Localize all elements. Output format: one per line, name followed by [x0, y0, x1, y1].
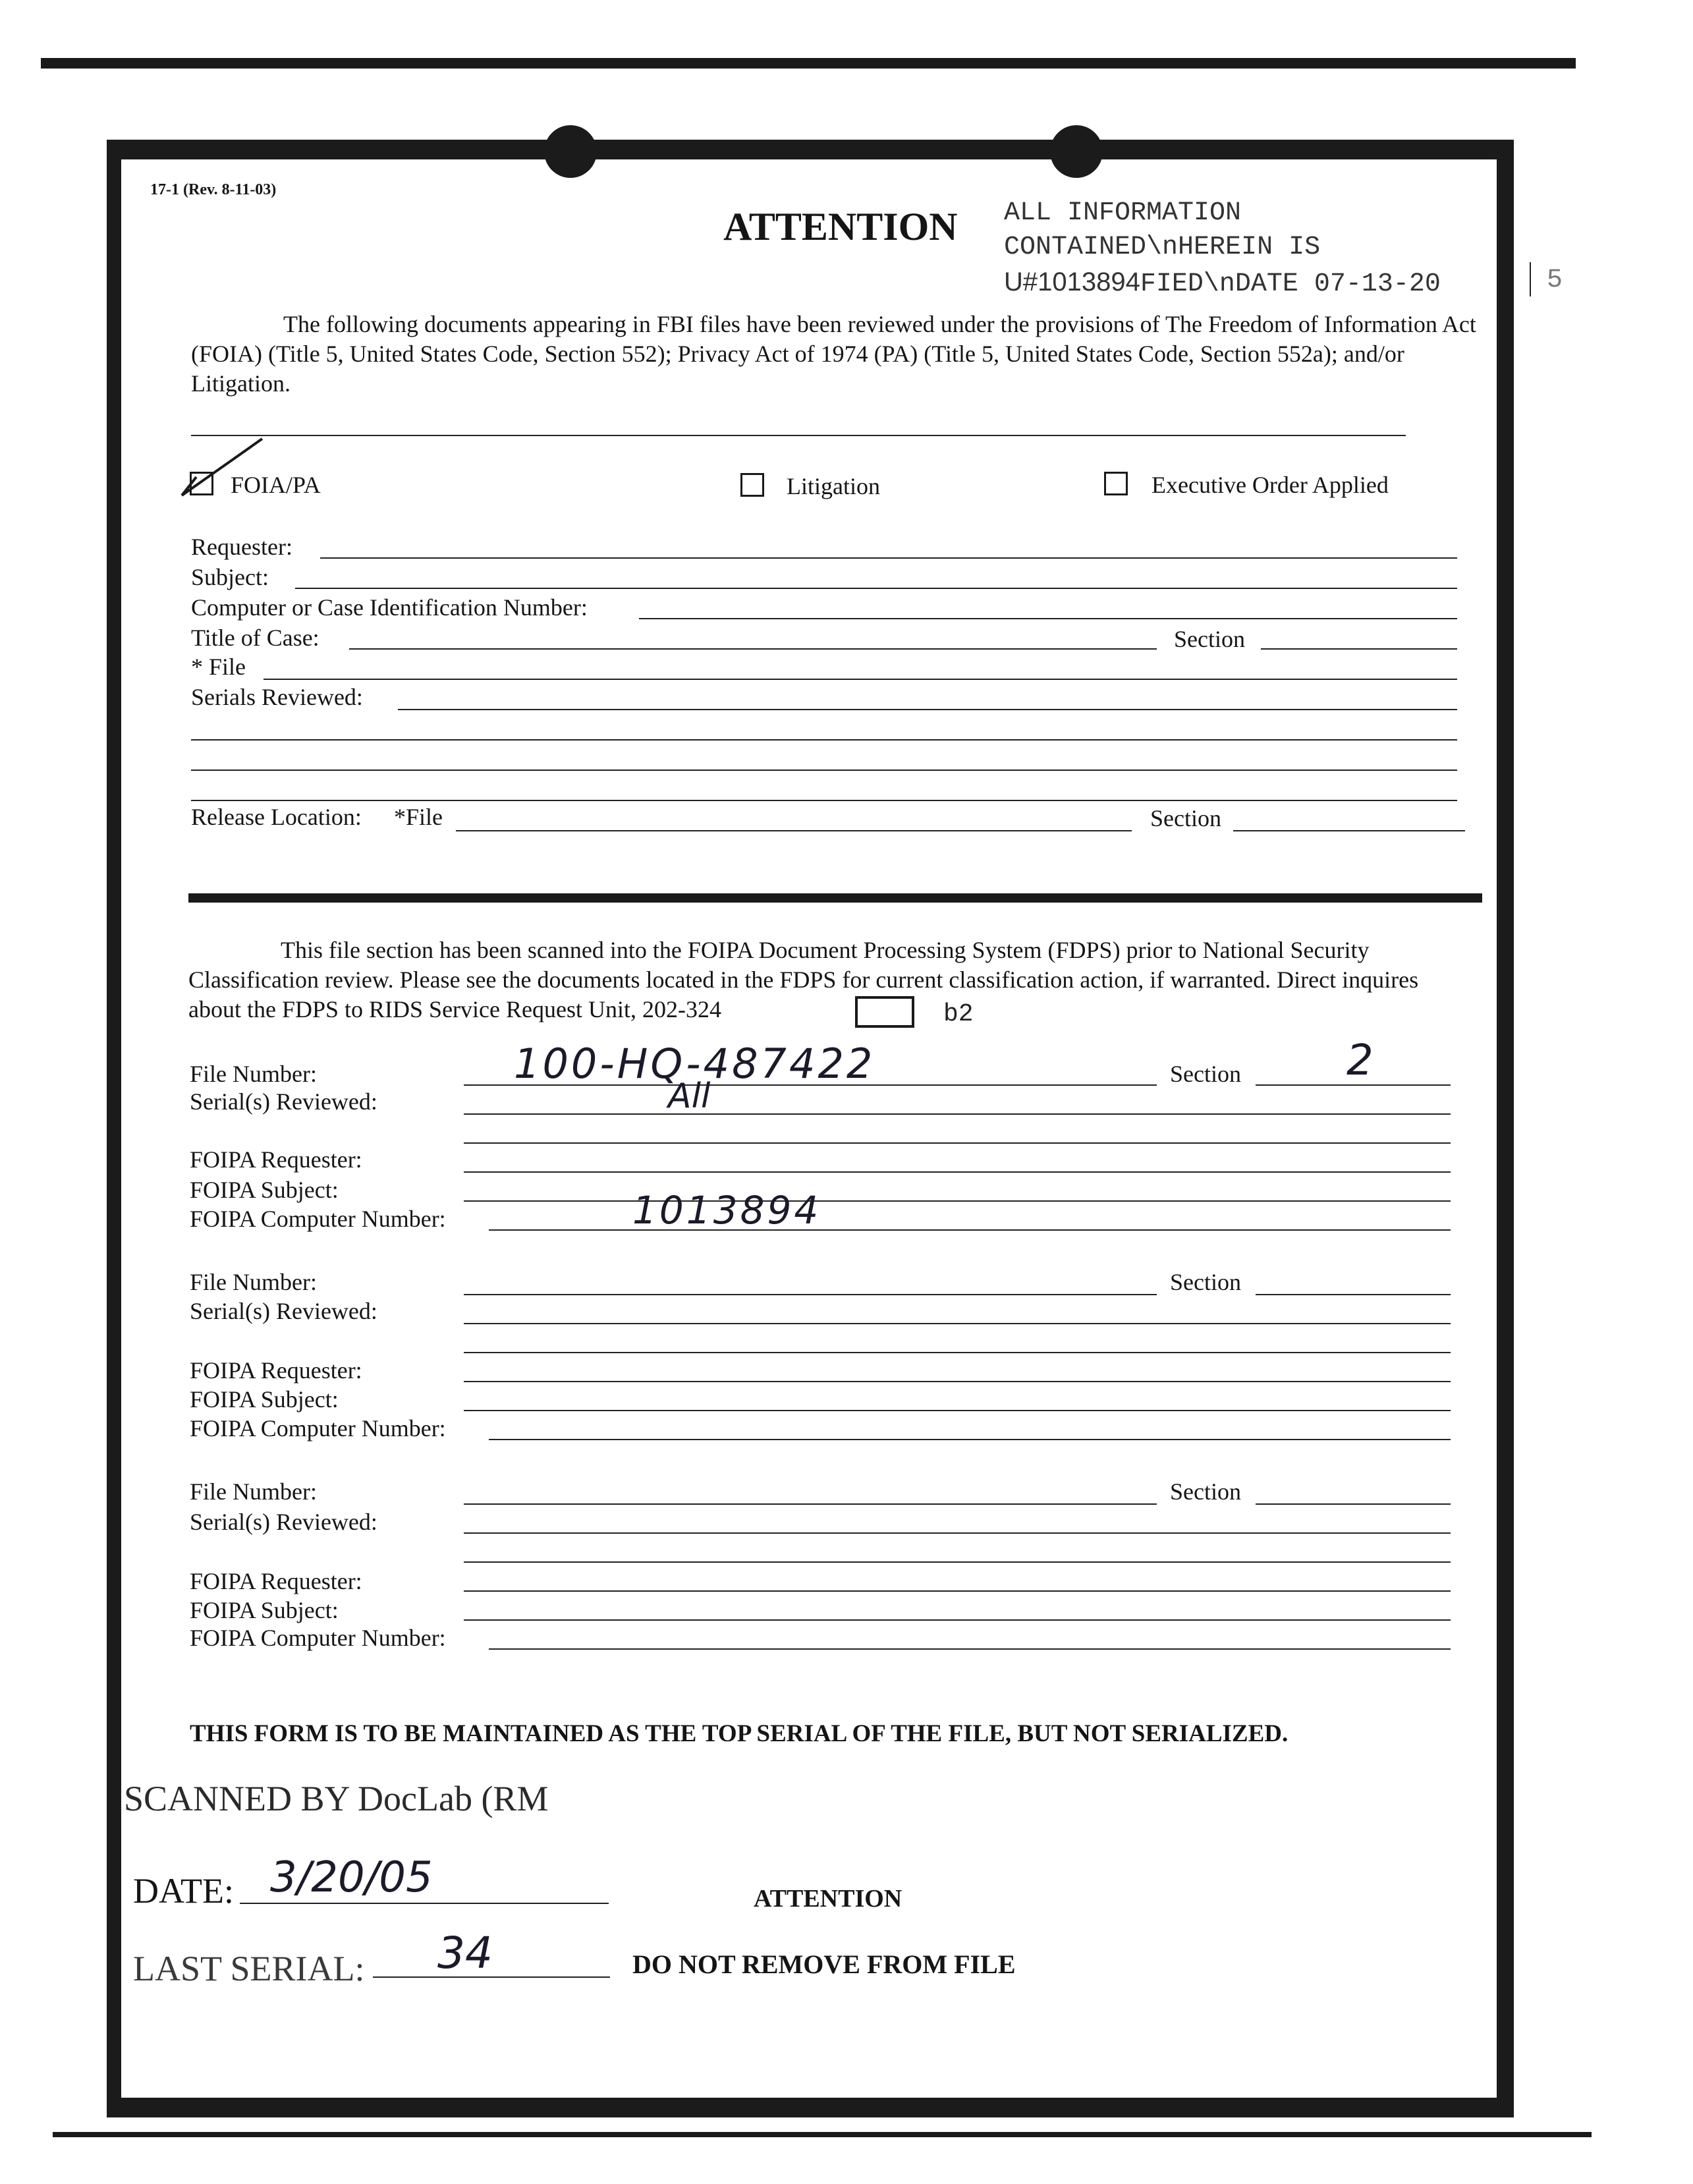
serials-field-2[interactable] — [464, 1323, 1451, 1324]
redaction-code: b2 — [943, 1000, 974, 1028]
file-number-field-2[interactable] — [464, 1294, 1157, 1295]
file-number-field-3[interactable] — [464, 1503, 1157, 1505]
computer-label-2: FOIPA Computer Number: — [190, 1415, 446, 1442]
subject-field-3[interactable] — [464, 1619, 1451, 1621]
serials-label-2: Serial(s) Reviewed: — [190, 1298, 377, 1324]
form-revision: 17-1 (Rev. 8-11-03) — [150, 181, 277, 198]
bottom-page-rule — [53, 2132, 1592, 2137]
subject-field-2[interactable] — [464, 1410, 1451, 1411]
requester-field-3[interactable] — [464, 1590, 1451, 1592]
subject-label: Subject: — [191, 564, 269, 590]
serials-line-4[interactable] — [191, 800, 1457, 801]
serials-label-1: Serial(s) Reviewed: — [190, 1088, 377, 1115]
file-field[interactable] — [264, 679, 1457, 680]
stamp-line-1: ALL INFORMATION — [1004, 198, 1242, 228]
requester-field-1[interactable] — [464, 1171, 1451, 1173]
form-title: ATTENTION — [723, 205, 958, 248]
case-section-field[interactable] — [1261, 648, 1457, 650]
date-value: 3/20/05 — [270, 1853, 433, 1902]
case-section-label: Section — [1174, 626, 1245, 652]
release-section-label: Section — [1150, 805, 1221, 831]
subject-label-2: FOIPA Subject: — [190, 1386, 339, 1413]
litigation-checkbox[interactable] — [740, 473, 764, 497]
section-field-3[interactable] — [1256, 1503, 1451, 1505]
section-field-2[interactable] — [1256, 1294, 1451, 1295]
serials-field-3[interactable] — [464, 1532, 1451, 1534]
foia-pa-label: FOIA/PA — [231, 472, 321, 498]
serials-line-2[interactable] — [191, 739, 1457, 741]
serials-reviewed-label: Serials Reviewed: — [191, 684, 363, 710]
stamp-clip-digit: 5 — [1547, 266, 1563, 295]
subject-label-3: FOIPA Subject: — [190, 1597, 339, 1623]
serials-line-1b[interactable] — [464, 1142, 1451, 1144]
executive-order-checkbox[interactable] — [1104, 472, 1128, 495]
scanned-by-stamp: SCANNED BY DocLab (RM — [124, 1779, 549, 1818]
binder-hole-right — [1050, 125, 1103, 178]
computer-value-1: 1013894 — [632, 1188, 821, 1233]
file-number-value-1: 100-HQ-487422 — [514, 1040, 875, 1088]
requester-label-3: FOIPA Requester: — [190, 1568, 362, 1594]
serials-line-3[interactable] — [191, 770, 1457, 771]
subject-field-1[interactable] — [464, 1200, 1451, 1202]
stamp-line-3 — [1004, 267, 1441, 299]
requester-label: Requester: — [191, 534, 292, 560]
stamp-clip-block — [1530, 262, 1540, 296]
requester-field[interactable] — [320, 557, 1457, 559]
serials-field-1[interactable] — [464, 1113, 1451, 1115]
serials-value-1: All — [668, 1077, 711, 1116]
maintain-notice: THIS FORM IS TO BE MAINTAINED AS THE TOP SERIAL OF THE FILE, BUT NOT SERIALIZED. — [190, 1720, 1289, 1747]
file-number-label-2: File Number: — [190, 1269, 317, 1295]
redaction-box — [855, 996, 914, 1028]
section-divider — [188, 893, 1482, 903]
subject-label-1: FOIPA Subject: — [190, 1177, 339, 1203]
do-not-remove-notice: DO NOT REMOVE FROM FILE — [632, 1949, 1016, 1979]
title-of-case-label: Title of Case: — [191, 625, 319, 651]
subject-field[interactable] — [295, 588, 1457, 589]
fdps-paragraph: This file section has been scanned into the FOIPA Document Processing System (FDPS) prior to National Security Classification review. Please see the documents located in the FDPS for current classification action, if warranted. Direct inquires about the FDPS to RIDS Service Request Unit, 202-324 — [188, 937, 1419, 1022]
computer-label-3: FOIPA Computer Number: — [190, 1625, 446, 1651]
date-label: DATE: — [133, 1871, 234, 1911]
computer-field-2[interactable] — [489, 1439, 1451, 1440]
last-serial-label: LAST SERIAL: — [133, 1949, 365, 1988]
serials-label-3: Serial(s) Reviewed: — [190, 1509, 377, 1535]
intro-paragraph: The following documents appearing in FBI files have been reviewed under the provisions of The Freedom of Information Act (FOIA) (Title 5, United States Code, Section 552); Privacy Act of 1974 (PA) (Title 5, United States Code, Section 552a); and/or Litigation. — [191, 311, 1476, 397]
release-file-label: *File — [394, 804, 443, 830]
section-label-2: Section — [1170, 1269, 1241, 1295]
intro-divider — [191, 435, 1406, 436]
last-serial-value: 34 — [437, 1928, 493, 1978]
release-file-field[interactable] — [456, 830, 1132, 831]
top-page-rule — [41, 58, 1576, 69]
requester-label-2: FOIPA Requester: — [190, 1357, 362, 1384]
title-of-case-field[interactable] — [349, 648, 1157, 650]
computer-case-field[interactable] — [639, 618, 1457, 619]
requester-field-2[interactable] — [464, 1381, 1451, 1382]
release-section-field[interactable] — [1233, 830, 1465, 831]
section-value-1: 2 — [1346, 1036, 1374, 1085]
requester-label-1: FOIPA Requester: — [190, 1146, 362, 1173]
file-number-label-1: File Number: — [190, 1061, 317, 1087]
stamp-ufid: U#1013894 — [1004, 267, 1140, 296]
file-number-label-3: File Number: — [190, 1478, 317, 1505]
litigation-label: Litigation — [787, 473, 880, 499]
stamp-line-2: CONTAINED\nHEREIN IS — [1004, 233, 1321, 262]
file-label: * File — [191, 654, 246, 680]
section-label-3: Section — [1170, 1478, 1241, 1505]
binder-hole-left — [544, 125, 597, 178]
release-location-label: Release Location: — [191, 804, 362, 830]
stamp-date: FIED\nDATE 07-13-20 — [1140, 269, 1441, 299]
serials-line-3b[interactable] — [464, 1561, 1451, 1563]
computer-field-3[interactable] — [489, 1648, 1451, 1650]
section-label-1: Section — [1170, 1061, 1241, 1087]
computer-label-1: FOIPA Computer Number: — [190, 1206, 446, 1232]
form-frame — [107, 140, 1514, 2117]
attention-footer: ATTENTION — [754, 1885, 902, 1913]
computer-case-label: Computer or Case Identification Number: — [191, 594, 588, 621]
serials-reviewed-field[interactable] — [398, 709, 1457, 710]
executive-order-label: Executive Order Applied — [1152, 472, 1389, 498]
date-field[interactable] — [240, 1903, 609, 1904]
serials-line-2b[interactable] — [464, 1352, 1451, 1353]
